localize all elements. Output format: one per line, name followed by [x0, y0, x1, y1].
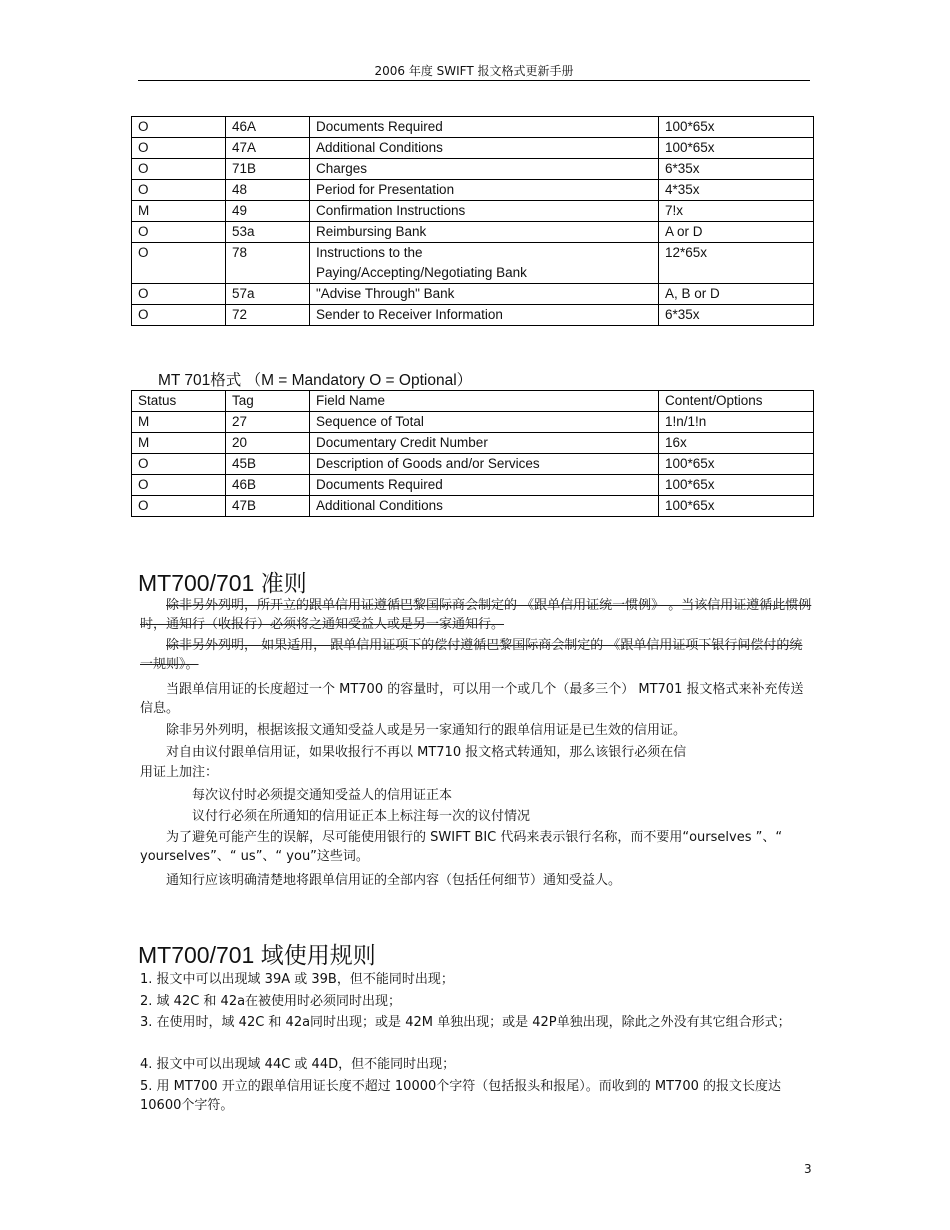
mt701-fields-table — [131, 390, 814, 517]
table-cell: 27 — [226, 412, 310, 433]
table-cell: Period for Presentation — [310, 180, 659, 201]
table-cell: 4*35x — [659, 180, 814, 201]
note-line-2: 议付行必须在所通知的信用证正本上标注每一次的议付情况 — [192, 809, 531, 824]
table-cell: 46A — [226, 117, 310, 138]
page-number: 3 — [804, 1162, 812, 1176]
table-row — [132, 496, 814, 517]
table-cell: Additional Conditions — [310, 496, 659, 517]
table-cell: Sender to Receiver Information — [310, 305, 659, 326]
table-cell: O — [132, 284, 226, 305]
struck-paragraph-2: 除非另外列明， 如果适用， 跟单信用证项下的偿付遵循巴黎国际商会制定的 《跟单信用证项下银行间偿付的统一规则》。 — [140, 638, 803, 672]
table-cell: Status — [132, 391, 226, 412]
table-cell — [226, 263, 310, 284]
rule-item: 1. 报文中可以出现域 39A 或 39B，但不能同时出现； — [140, 972, 454, 987]
table-row — [132, 263, 814, 284]
table-header-row — [132, 391, 814, 412]
paragraph-effective: 除非另外列明，根据该报文通知受益人或是另一家通知行的跟单信用证是已生效的信用证。 — [166, 723, 687, 738]
table-row — [132, 475, 814, 496]
table-cell: O — [132, 305, 226, 326]
table-row — [132, 433, 814, 454]
table-cell: Sequence of Total — [310, 412, 659, 433]
table-cell: O — [132, 243, 226, 264]
table-cell: Description of Goods and/or Services — [310, 454, 659, 475]
struck-paragraph-1: 除非另外列明，所开立的跟单信用证遵循巴黎国际商会制定的 《跟单信用证统一惯例》 。当该信用证遵循此惯例时，通知行（收报行）必须将之通知受益人或是另一家通知行。 — [140, 598, 812, 632]
rule-item: 4. 报文中可以出现域 44C 或 44D，但不能同时出现； — [140, 1057, 456, 1072]
mt700-fields-table — [131, 116, 814, 326]
table-cell: A or D — [659, 222, 814, 243]
section-heading-guidelines: MT700/701 准则 — [138, 570, 307, 596]
table-cell: Documents Required — [310, 117, 659, 138]
rule-item: 3. 在使用时，域 42C 和 42a同时出现；或是 42M 单独出现；或是 42P单独出现，除此之外没有其它组合形式； — [140, 1015, 791, 1030]
rule-item: 2. 域 42C 和 42a在被使用时必须同时出现； — [140, 994, 402, 1009]
table-cell: Charges — [310, 159, 659, 180]
rule-item: 5. 用 MT700 开立的跟单信用证长度不超过 10000个字符（包括报头和报尾）。而收到的 MT700 的报文长度达 10600个字符。 — [140, 1079, 781, 1113]
table-cell: 16x — [659, 433, 814, 454]
table-cell: M — [132, 433, 226, 454]
table-cell: 1!n/1!n — [659, 412, 814, 433]
table-cell: 6*35x — [659, 305, 814, 326]
table-row — [132, 412, 814, 433]
table-cell: 100*65x — [659, 117, 814, 138]
table-cell: Field Name — [310, 391, 659, 412]
table-cell: 100*65x — [659, 496, 814, 517]
table-cell: O — [132, 454, 226, 475]
table-cell — [659, 263, 814, 284]
table-cell: Reimbursing Bank — [310, 222, 659, 243]
header-rule — [138, 80, 810, 81]
paragraph-length: 当跟单信用证的长度超过一个 MT700 的容量时，可以用一个或几个（最多三个） MT701 报文格式来补充传送信息。 — [140, 682, 804, 716]
paragraph-bic: 为了避免可能产生的误解，尽可能使用银行的 SWIFT BIC 代码来表示银行名称，而不要用“ourselves ”、“ yourselves”、“ us”、“ you”这些词。 — [140, 830, 783, 864]
table-cell: Documentary Credit Number — [310, 433, 659, 454]
table-cell: 12*65x — [659, 243, 814, 264]
section-heading-field-rules: MT700/701 域使用规则 — [138, 942, 376, 968]
table-cell: 100*65x — [659, 475, 814, 496]
table-cell: 20 — [226, 433, 310, 454]
table-cell: M — [132, 412, 226, 433]
table-cell: O — [132, 496, 226, 517]
table-cell: 71B — [226, 159, 310, 180]
table-row — [132, 243, 814, 264]
table-row — [132, 284, 814, 305]
table-cell: Tag — [226, 391, 310, 412]
table-cell: "Advise Through" Bank — [310, 284, 659, 305]
table-cell: 6*35x — [659, 159, 814, 180]
table-cell — [132, 263, 226, 284]
table-cell: 100*65x — [659, 454, 814, 475]
table-cell: 57a — [226, 284, 310, 305]
table-cell: 47B — [226, 496, 310, 517]
table-cell: O — [132, 475, 226, 496]
table-row — [132, 180, 814, 201]
table-cell: Instructions to the — [310, 243, 659, 264]
table-cell: O — [132, 180, 226, 201]
paragraph-negotiation-cont: 用证上加注： — [140, 765, 219, 780]
table-row — [132, 454, 814, 475]
table-row — [132, 222, 814, 243]
table-row — [132, 138, 814, 159]
table-cell: A, B or D — [659, 284, 814, 305]
table-cell: O — [132, 159, 226, 180]
table-cell: 47A — [226, 138, 310, 159]
mt701-caption: MT 701格式 （M = Mandatory O = Optional） — [158, 372, 473, 389]
table-cell: 100*65x — [659, 138, 814, 159]
table-row — [132, 117, 814, 138]
table-cell: Documents Required — [310, 475, 659, 496]
table-row — [132, 159, 814, 180]
table-cell: 48 — [226, 180, 310, 201]
table-cell: 7!x — [659, 201, 814, 222]
table-cell: Confirmation Instructions — [310, 201, 659, 222]
table-cell: 53a — [226, 222, 310, 243]
table-cell: 49 — [226, 201, 310, 222]
table-cell: Paying/Accepting/Negotiating Bank — [310, 263, 659, 284]
table-cell: 78 — [226, 243, 310, 264]
table-cell: 72 — [226, 305, 310, 326]
table-row — [132, 305, 814, 326]
table-cell: 45B — [226, 454, 310, 475]
table-cell: Additional Conditions — [310, 138, 659, 159]
table-cell: 46B — [226, 475, 310, 496]
page-header: 2006 年度 SWIFT 报文格式更新手册 — [374, 64, 574, 78]
table-cell: O — [132, 222, 226, 243]
table-cell: O — [132, 138, 226, 159]
table-cell: O — [132, 117, 226, 138]
paragraph-advising: 通知行应该明确清楚地将跟单信用证的全部内容（包括任何细节）通知受益人。 — [166, 873, 622, 888]
note-line-1: 每次议付时必须提交通知受益人的信用证正本 — [192, 788, 453, 803]
table-row — [132, 201, 814, 222]
paragraph-negotiation: 对自由议付跟单信用证，如果收报行不再以 MT710 报文格式转通知，那么该银行必须在信 — [166, 745, 687, 760]
table-cell: Content/Options — [659, 391, 814, 412]
table-cell: M — [132, 201, 226, 222]
